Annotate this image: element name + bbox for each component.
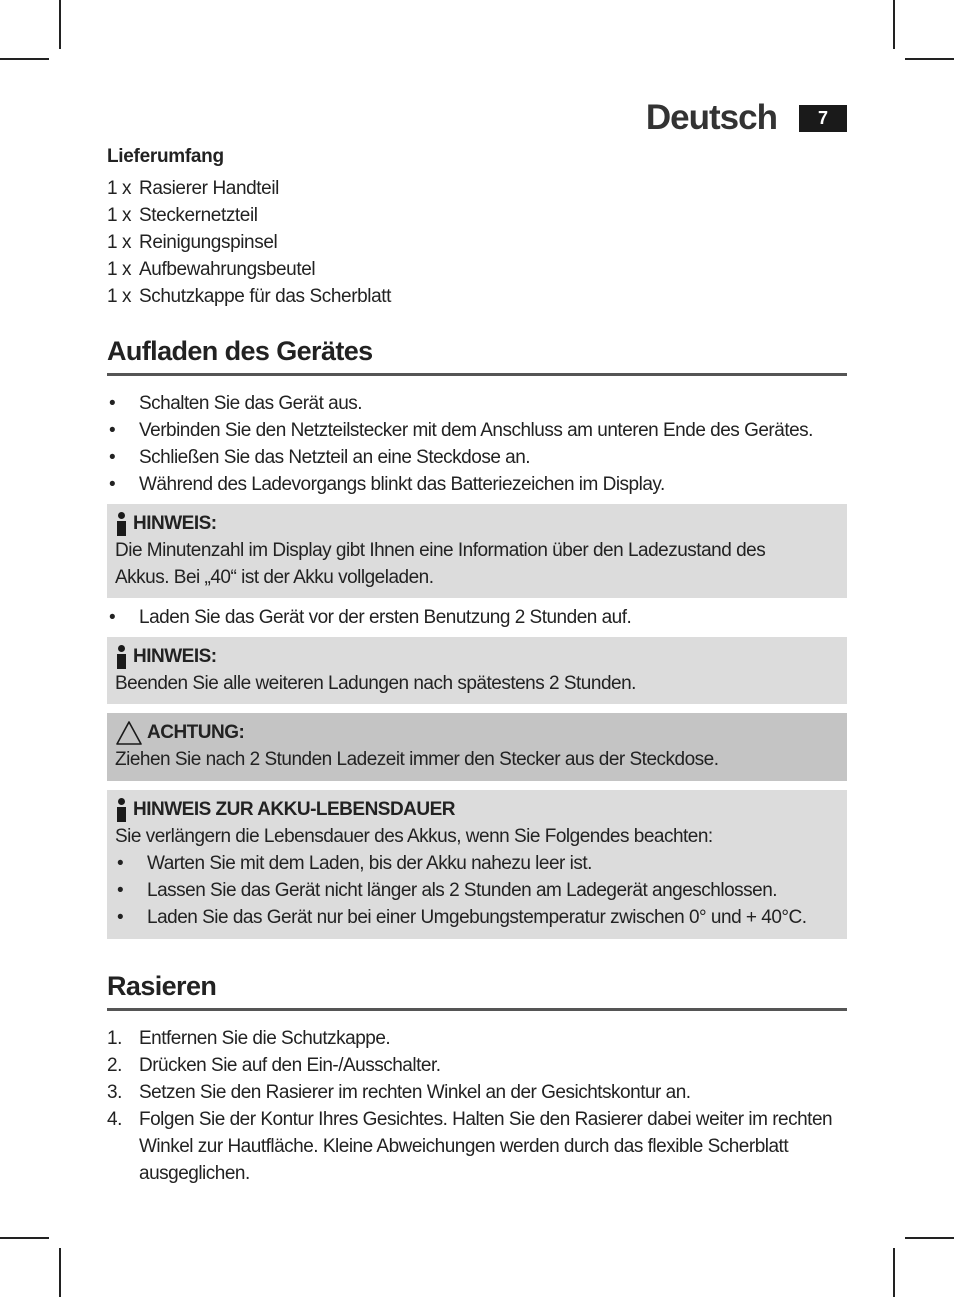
list-item (107, 256, 847, 283)
step-text: Setzen Sie den Rasierer im rechten Winkel an der Gesichtskontur an. (139, 1082, 691, 1103)
hinweis-heading (115, 510, 839, 537)
aufladen-title: Aufladen des Gerätes (107, 336, 847, 376)
hinweis-box (107, 504, 847, 598)
list-item (107, 1079, 847, 1106)
list-item: • Während des Ladevorgangs blinkt das Batteriezeichen im Display. (107, 471, 847, 498)
info-icon (115, 512, 127, 536)
crop-mark (0, 1237, 49, 1239)
list-item: • Warten Sie mit dem Laden, bis der Akku nahezu leer ist. (115, 850, 839, 877)
language-title: Deutsch (645, 98, 777, 137)
item-label: Aufbewahrungsbeutel (139, 259, 316, 280)
achtung-title: ACHTUNG: (147, 722, 245, 743)
akku-title: HINWEIS ZUR AKKU-LEBENSDAUER (133, 799, 456, 820)
akku-hinweis-box (107, 790, 847, 939)
list-item (107, 1025, 847, 1052)
hinweis-heading (115, 643, 839, 670)
list-item: • Schalten Sie das Gerät aus. (107, 390, 847, 417)
item-qty: 1 x (107, 259, 132, 280)
list-item (107, 175, 847, 202)
list-item (107, 202, 847, 229)
akku-bullets (115, 850, 839, 931)
crop-mark (0, 58, 49, 60)
page-header (646, 98, 847, 138)
step-text (139, 1106, 832, 1187)
list-item (107, 1052, 847, 1079)
info-icon (115, 798, 127, 822)
crop-mark (59, 1248, 61, 1297)
step-number: 1. (107, 1028, 122, 1049)
step-number: 4. (107, 1109, 122, 1130)
step-text-line: Winkel zur Hautfläche. Kleine Abweichungen werden durch das flexible Scherblatt (139, 1136, 789, 1157)
step-text: Drücken Sie auf den Ein-/Ausschalter. (139, 1055, 441, 1076)
item-label: Schutzkappe für das Scherblatt (139, 286, 392, 307)
list-item: • Laden Sie das Gerät vor der ersten Benutzung 2 Stunden auf. (107, 604, 847, 631)
list-item (107, 229, 847, 256)
akku-intro: Sie verlängern die Lebensdauer des Akkus, wenn Sie Folgendes beachten: (115, 826, 713, 847)
hinweis-text: Akkus. Bei „40“ ist der Akku vollgeladen. (115, 567, 434, 588)
item-label: Rasierer Handteil (139, 178, 279, 199)
lieferumfang-list (107, 175, 847, 310)
list-item: • Lassen Sie das Gerät nicht länger als 2 Stunden am Ladegerät angeschlossen. (115, 877, 839, 904)
step-number: 3. (107, 1082, 122, 1103)
step-number: 2. (107, 1055, 122, 1076)
hinweis-text: Beenden Sie alle weiteren Ladungen nach spätestens 2 Stunden. (115, 673, 636, 694)
list-item (107, 1106, 847, 1187)
crop-mark (893, 1248, 895, 1297)
item-qty: 1 x (107, 286, 132, 307)
hinweis-text: Die Minutenzahl im Display gibt Ihnen eine Information über den Ladezustand des (115, 540, 766, 561)
item-label: Reinigungspinsel (139, 232, 278, 253)
achtung-box (107, 713, 847, 781)
lieferumfang-title: Lieferumfang (107, 146, 224, 167)
akku-heading (115, 796, 839, 823)
achtung-heading (115, 719, 839, 746)
crop-mark (905, 1237, 954, 1239)
achtung-text: Ziehen Sie nach 2 Stunden Ladezeit immer den Stecker aus der Steckdose. (115, 749, 719, 770)
list-item: • Verbinden Sie den Netzteilstecker mit dem Anschluss am unteren Ende des Gerätes. (107, 417, 847, 444)
list-item: • Schließen Sie das Netzteil an eine Steckdose an. (107, 444, 847, 471)
warning-triangle-icon (115, 720, 143, 746)
list-item (107, 283, 847, 310)
rasieren-steps (107, 1025, 847, 1187)
item-qty: 1 x (107, 205, 132, 226)
item-qty: 1 x (107, 232, 132, 253)
step-text-line: Folgen Sie der Kontur Ihres Gesichtes. Halten Sie den Rasierer dabei weiter im rechten (139, 1109, 833, 1130)
hinweis-title: HINWEIS: (133, 513, 217, 534)
aufladen-bullets (107, 390, 847, 498)
hinweis-box (107, 637, 847, 704)
step-text-line: ausgeglichen. (139, 1163, 250, 1184)
aufladen-bullets-2 (107, 604, 847, 631)
hinweis-title: HINWEIS: (133, 646, 217, 667)
item-qty: 1 x (107, 178, 132, 199)
rasieren-title: Rasieren (107, 971, 847, 1011)
item-label: Steckernetzteil (139, 205, 258, 226)
page-number: 7 (799, 105, 847, 132)
info-icon (115, 645, 127, 669)
crop-mark (905, 58, 954, 60)
step-text: Entfernen Sie die Schutzkappe. (139, 1028, 391, 1049)
crop-mark (59, 0, 61, 49)
list-item: • Laden Sie das Gerät nur bei einer Umgebungstemperatur zwischen 0° und + 40°C. (115, 904, 839, 931)
crop-mark (893, 0, 895, 49)
